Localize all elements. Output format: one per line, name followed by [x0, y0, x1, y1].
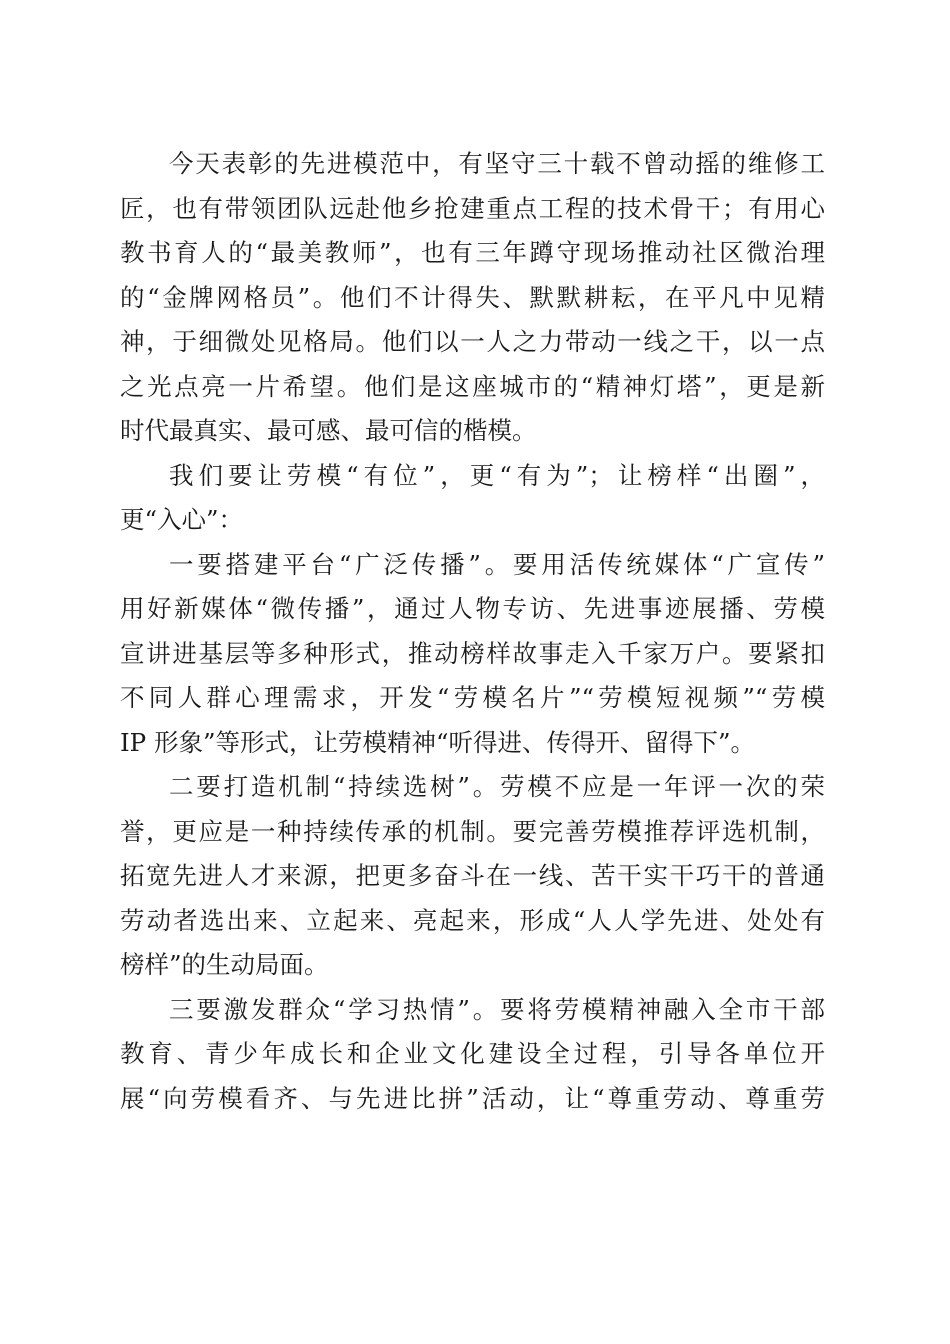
text-line: 时代最真实、最可感、最可信的楷模。 — [120, 416, 537, 445]
text-line: 用好新媒体“微传播”，通过人物专访、先进事迹展播、劳模 — [120, 594, 825, 623]
text-line: 誉，更应是一种持续传承的机制。要完善劳模推荐评选机制， — [120, 816, 825, 846]
text-line: 劳动者选出来、立起来、亮起来，形成“人人学先进、处处有 — [120, 905, 825, 935]
text-line: 今天表彰的先进模范中，有坚守三十载不曾动摇的维修工 — [169, 149, 825, 178]
text-line: 我们要让劳模“有位”，更“有为”；让榜样“出圈”， — [169, 460, 825, 490]
text-line: 匠，也有带领团队远赴他乡抢建重点工程的技术骨干；有用心 — [120, 193, 825, 223]
text-line: 三要激发群众“学习热情”。要将劳模精神融入全市干部 — [169, 994, 825, 1024]
paragraph-1 — [120, 142, 825, 454]
paragraph-2 — [120, 454, 825, 543]
text-line: 榜样”的生动局面。 — [120, 950, 329, 979]
text-line: 一要搭建平台“广泛传播”。要用活传统媒体“广宣传” — [169, 549, 825, 579]
text-line: 拓宽先进人才来源，把更多奋斗在一线、苦干实干巧干的普通 — [120, 861, 825, 890]
paragraph-4 — [120, 765, 825, 988]
paragraph-5 — [120, 988, 825, 1122]
text-line: 二要打造机制“持续选树”。劳模不应是一年评一次的荣 — [169, 772, 825, 801]
text-line: 教书育人的“最美教师”，也有三年蹲守现场推动社区微治理 — [120, 238, 825, 267]
text-line: 的“金牌网格员”。他们不计得失、默默耕耘，在平凡中见精 — [120, 282, 825, 312]
text-line: 神，于细微处见格局。他们以一人之力带动一线之干，以一点 — [120, 327, 825, 356]
document-page — [120, 142, 825, 1121]
text-line: 更“入心”： — [120, 505, 244, 534]
text-line: 之光点亮一片希望。他们是这座城市的“精神灯塔”，更是新 — [120, 371, 825, 401]
text-line: 展“向劳模看齐、与先进比拼”活动，让“尊重劳动、尊重劳 — [120, 1083, 825, 1113]
text-line: IP 形象”等形式，让劳模精神“听得进、传得开、留得下”。 — [120, 727, 756, 757]
text-line: 宣讲进基层等多种形式，推动榜样故事走入千家万户。要紧扣 — [120, 638, 825, 668]
text-line: 不同人群心理需求，开发“劳模名片”“劳模短视频”“劳模 — [120, 683, 825, 712]
text-line: 教育、青少年成长和企业文化建设全过程，引导各单位开 — [120, 1039, 825, 1068]
paragraph-3 — [120, 543, 825, 766]
